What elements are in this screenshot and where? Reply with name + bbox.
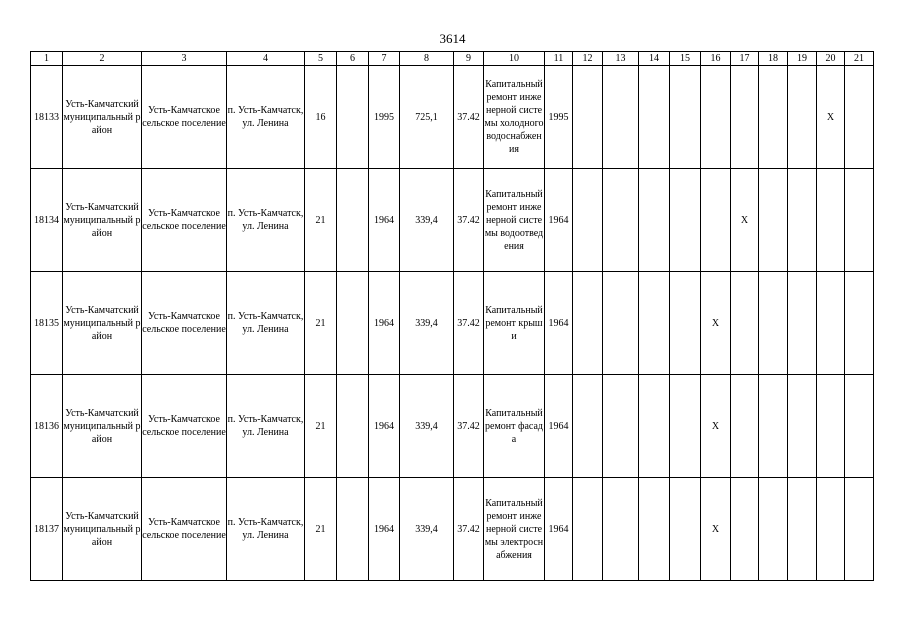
- address-cell: п. Усть-Камчатск, ул. Ленина: [227, 375, 305, 478]
- year-value-cell: 1964: [545, 169, 573, 272]
- header-row: [31, 52, 874, 66]
- column-header-2: 2: [63, 52, 142, 66]
- mark-cell-col-18: [759, 272, 788, 375]
- building-cell: [337, 66, 369, 169]
- house-number-cell: 21: [305, 478, 337, 581]
- mark-cell-col-14: [639, 272, 670, 375]
- mark-cell-col-16: X: [701, 478, 731, 581]
- total-area-cell: 339,4: [400, 478, 454, 581]
- cost-rate-cell: 37.42: [454, 375, 484, 478]
- year-built-cell: 1995: [369, 66, 400, 169]
- settlement-cell: Усть-Камчатское сельское поселение: [142, 272, 227, 375]
- mark-cell-col-19: [788, 66, 817, 169]
- column-header-11: 11: [545, 52, 573, 66]
- address-cell: п. Усть-Камчатск, ул. Ленина: [227, 272, 305, 375]
- house-number-cell: 16: [305, 66, 337, 169]
- mark-cell-col-15: [670, 478, 701, 581]
- work-type-cell: Капитальный ремонт инженерной системы холодного водоснабжения: [484, 66, 545, 169]
- year-built-cell: 1964: [369, 375, 400, 478]
- table-row: [31, 169, 874, 272]
- mark-cell-col-20: [817, 375, 845, 478]
- mark-cell-col-15: [670, 375, 701, 478]
- house-number-cell: 21: [305, 375, 337, 478]
- mark-cell-col-19: [788, 272, 817, 375]
- column-header-20: 20: [817, 52, 845, 66]
- mark-cell-col-12: [573, 375, 603, 478]
- record-number-cell: 18136: [31, 375, 63, 478]
- total-area-cell: 339,4: [400, 375, 454, 478]
- year-value-cell: 1995: [545, 66, 573, 169]
- mark-cell-col-15: [670, 169, 701, 272]
- total-area-cell: 339,4: [400, 169, 454, 272]
- year-value-cell: 1964: [545, 375, 573, 478]
- address-cell: п. Усть-Камчатск, ул. Ленина: [227, 66, 305, 169]
- work-type-cell: Капитальный ремонт инженерной системы водоотведения: [484, 169, 545, 272]
- cost-rate-cell: 37.42: [454, 66, 484, 169]
- column-header-13: 13: [603, 52, 639, 66]
- year-built-cell: 1964: [369, 169, 400, 272]
- page-number: 3614: [439, 31, 466, 46]
- address-cell: п. Усть-Камчатск, ул. Ленина: [227, 169, 305, 272]
- column-header-12: 12: [573, 52, 603, 66]
- data-table: [30, 51, 874, 581]
- house-number-cell: 21: [305, 169, 337, 272]
- district-cell: Усть-Камчатский муниципальный район: [63, 66, 142, 169]
- mark-cell-col-21: [845, 66, 874, 169]
- column-header-17: 17: [731, 52, 759, 66]
- mark-cell-col-19: [788, 375, 817, 478]
- table-row: [31, 478, 874, 581]
- mark-cell-col-21: [845, 375, 874, 478]
- year-value-cell: 1964: [545, 478, 573, 581]
- cost-rate-cell: 37.42: [454, 169, 484, 272]
- column-header-18: 18: [759, 52, 788, 66]
- mark-cell-col-17: [731, 66, 759, 169]
- mark-cell-col-21: [845, 272, 874, 375]
- building-cell: [337, 478, 369, 581]
- mark-cell-col-20: [817, 272, 845, 375]
- year-built-cell: 1964: [369, 272, 400, 375]
- mark-cell-col-12: [573, 169, 603, 272]
- record-number-cell: 18137: [31, 478, 63, 581]
- mark-cell-col-16: [701, 169, 731, 272]
- mark-cell-col-21: [845, 478, 874, 581]
- settlement-cell: Усть-Камчатское сельское поселение: [142, 169, 227, 272]
- column-header-6: 6: [337, 52, 369, 66]
- mark-cell-col-15: [670, 66, 701, 169]
- column-header-15: 15: [670, 52, 701, 66]
- mark-cell-col-14: [639, 478, 670, 581]
- mark-cell-col-14: [639, 375, 670, 478]
- mark-cell-col-14: [639, 169, 670, 272]
- mark-cell-col-13: [603, 375, 639, 478]
- cost-rate-cell: 37.42: [454, 272, 484, 375]
- mark-cell-col-12: [573, 272, 603, 375]
- mark-cell-col-17: X: [731, 169, 759, 272]
- mark-cell-col-16: X: [701, 375, 731, 478]
- mark-cell-col-18: [759, 478, 788, 581]
- house-number-cell: 21: [305, 272, 337, 375]
- column-header-19: 19: [788, 52, 817, 66]
- column-header-8: 8: [400, 52, 454, 66]
- mark-cell-col-16: X: [701, 272, 731, 375]
- work-type-cell: Капитальный ремонт фасада: [484, 375, 545, 478]
- column-header-5: 5: [305, 52, 337, 66]
- table-row: [31, 375, 874, 478]
- mark-cell-col-20: [817, 478, 845, 581]
- district-cell: Усть-Камчатский муниципальный район: [63, 272, 142, 375]
- mark-cell-col-19: [788, 478, 817, 581]
- mark-cell-col-17: [731, 375, 759, 478]
- mark-cell-col-17: [731, 272, 759, 375]
- mark-cell-col-21: [845, 169, 874, 272]
- mark-cell-col-12: [573, 478, 603, 581]
- cost-rate-cell: 37.42: [454, 478, 484, 581]
- mark-cell-col-19: [788, 169, 817, 272]
- settlement-cell: Усть-Камчатское сельское поселение: [142, 66, 227, 169]
- district-cell: Усть-Камчатский муниципальный район: [63, 375, 142, 478]
- column-header-10: 10: [484, 52, 545, 66]
- total-area-cell: 725,1: [400, 66, 454, 169]
- column-header-4: 4: [227, 52, 305, 66]
- mark-cell-col-14: [639, 66, 670, 169]
- table-row: [31, 66, 874, 169]
- record-number-cell: 18135: [31, 272, 63, 375]
- mark-cell-col-17: [731, 478, 759, 581]
- mark-cell-col-16: [701, 66, 731, 169]
- mark-cell-col-20: X: [817, 66, 845, 169]
- mark-cell-col-18: [759, 169, 788, 272]
- mark-cell-col-18: [759, 66, 788, 169]
- work-type-cell: Капитальный ремонт инженерной системы электроснабжения: [484, 478, 545, 581]
- year-value-cell: 1964: [545, 272, 573, 375]
- settlement-cell: Усть-Камчатское сельское поселение: [142, 375, 227, 478]
- mark-cell-col-13: [603, 66, 639, 169]
- column-header-1: 1: [31, 52, 63, 66]
- work-type-cell: Капитальный ремонт крыши: [484, 272, 545, 375]
- building-cell: [337, 169, 369, 272]
- district-cell: Усть-Камчатский муниципальный район: [63, 478, 142, 581]
- district-cell: Усть-Камчатский муниципальный район: [63, 169, 142, 272]
- column-header-16: 16: [701, 52, 731, 66]
- record-number-cell: 18133: [31, 66, 63, 169]
- mark-cell-col-18: [759, 375, 788, 478]
- column-header-21: 21: [845, 52, 874, 66]
- mark-cell-col-13: [603, 478, 639, 581]
- column-header-14: 14: [639, 52, 670, 66]
- table-row: [31, 272, 874, 375]
- building-cell: [337, 375, 369, 478]
- settlement-cell: Усть-Камчатское сельское поселение: [142, 478, 227, 581]
- mark-cell-col-13: [603, 169, 639, 272]
- address-cell: п. Усть-Камчатск, ул. Ленина: [227, 478, 305, 581]
- mark-cell-col-15: [670, 272, 701, 375]
- column-header-7: 7: [369, 52, 400, 66]
- year-built-cell: 1964: [369, 478, 400, 581]
- column-header-9: 9: [454, 52, 484, 66]
- total-area-cell: 339,4: [400, 272, 454, 375]
- column-header-3: 3: [142, 52, 227, 66]
- building-cell: [337, 272, 369, 375]
- mark-cell-col-13: [603, 272, 639, 375]
- mark-cell-col-12: [573, 66, 603, 169]
- record-number-cell: 18134: [31, 169, 63, 272]
- mark-cell-col-20: [817, 169, 845, 272]
